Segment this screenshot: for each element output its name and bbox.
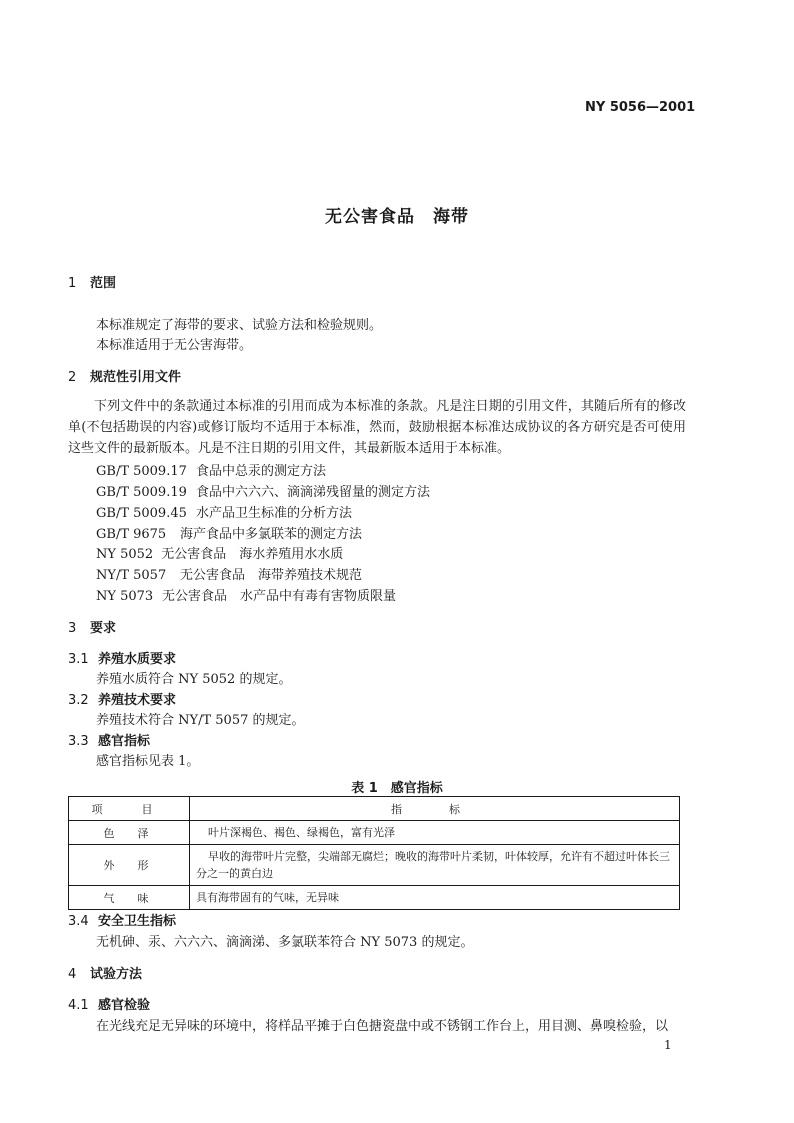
table-caption: 表 1 感官指标 (351, 781, 443, 796)
subsection-title: 养殖技术要求 (98, 693, 177, 708)
section-title: 要求 (90, 621, 117, 636)
page-number: 1 (664, 1038, 672, 1052)
section-number: 2 (68, 370, 77, 385)
table-cell-item: 外 形 (69, 845, 190, 886)
reference-code: GB/T 9675 (96, 527, 167, 542)
section-1-paragraph-1: 本标准规定了海带的要求、试验方法和检验规则。 (96, 318, 383, 333)
reference-item (96, 543, 343, 562)
reference-item (96, 523, 362, 542)
section-number: 3 (68, 621, 77, 636)
table-cell-indicator: 早收的海带叶片完整，尖端部无腐烂；晚收的海带叶片柔韧，叶体较厚，允许有不超过叶体长三分之一的黄白边 (190, 845, 680, 886)
subsection-number: 4.1 (68, 998, 89, 1013)
reference-title: 海产食品中多氯联苯的测定方法 (180, 527, 363, 542)
subsection-4-1-text: 在光线充足无异味的环境中，将样品平摊于白色搪瓷盘中或不锈钢工作台上，用目测、鼻嗅检验，以 (96, 1019, 669, 1034)
section-1-paragraph-2: 本标准适用于无公害海带。 (96, 338, 253, 353)
subsection-title: 养殖水质要求 (98, 652, 177, 667)
reference-item (96, 585, 396, 604)
section-1-heading (68, 272, 116, 291)
reference-code: GB/T 5009.17 (96, 464, 187, 479)
section-title: 试验方法 (90, 967, 143, 982)
table-header-indicator: 指 标 (190, 797, 680, 821)
table-row (69, 845, 680, 886)
subsection-3-2-heading (68, 689, 176, 708)
section-title: 规范性引用文件 (90, 370, 182, 385)
subsection-number: 3.2 (68, 693, 89, 708)
subsection-title: 安全卫生指标 (98, 914, 177, 929)
standard-code: NY 5056—2001 (585, 100, 696, 115)
subsection-3-2-text: 养殖技术符合 NY/T 5057 的规定。 (96, 713, 305, 728)
section-title: 范围 (90, 276, 117, 291)
section-number: 4 (68, 967, 77, 982)
reference-title: 食品中总汞的测定方法 (196, 464, 327, 479)
reference-title: 无公害食品 水产品中有毒有害物质限量 (162, 589, 397, 604)
table-cell-indicator: 叶片深褐色、褐色、绿褐色，富有光泽 (190, 821, 680, 845)
reference-code: NY 5073 (96, 589, 154, 604)
table-row (69, 886, 680, 910)
reference-item (96, 481, 430, 500)
document-title: 无公害食品 海带 (325, 207, 469, 227)
subsection-3-4-heading (68, 910, 176, 929)
subsection-title: 感官检验 (98, 998, 151, 1013)
table-cell-indicator: 具有海带固有的气味，无异味 (190, 886, 680, 910)
subsection-3-3-text: 感官指标见表 1。 (96, 754, 200, 769)
reference-title: 食品中六六六、滴滴涕残留量的测定方法 (196, 485, 431, 500)
subsection-title: 感官指标 (98, 734, 151, 749)
reference-item (96, 460, 326, 479)
section-number: 1 (68, 276, 77, 291)
table-cell-item: 色 泽 (69, 821, 190, 845)
section-4-heading (68, 963, 142, 982)
section-3-heading (68, 617, 116, 636)
reference-item (96, 502, 352, 521)
subsection-3-4-text: 无机砷、汞、六六六、滴滴涕、多氯联苯符合 NY 5073 的规定。 (96, 935, 474, 950)
reference-item (96, 564, 362, 583)
section-2-paragraph: 下列文件中的条款通过本标准的引用而成为本标准的条款。凡是注日期的引用文件，其随后所有的修改单(不包括勘误的内容)或修订版均不适用于本标准，然而，鼓励根据本标准达成协议的各方研究是否可使用这些文件的最新版本。凡是不注日期的引用文件，其最新版本适用于本标准。 (68, 399, 686, 456)
table-header-row (69, 797, 680, 821)
table-row (69, 821, 680, 845)
subsection-number: 3.4 (68, 914, 89, 929)
reference-title: 水产品卫生标准的分析方法 (196, 506, 353, 521)
reference-title: 无公害食品 海水养殖用水水质 (161, 547, 344, 562)
subsection-number: 3.1 (68, 652, 89, 667)
subsection-number: 3.3 (68, 734, 89, 749)
subsection-3-1-heading (68, 648, 176, 667)
subsection-4-1-heading (68, 994, 150, 1013)
subsection-3-1-text: 养殖水质符合 NY 5052 的规定。 (96, 672, 292, 687)
reference-code: NY/T 5057 (96, 568, 167, 583)
section-2-heading (68, 366, 181, 385)
reference-code: NY 5052 (96, 547, 154, 562)
table-header-item: 项 目 (69, 797, 190, 821)
reference-title: 无公害食品 海带养殖技术规范 (180, 568, 363, 583)
sensory-table (68, 796, 680, 910)
reference-code: GB/T 5009.19 (96, 485, 187, 500)
reference-code: GB/T 5009.45 (96, 506, 187, 521)
subsection-3-3-heading (68, 730, 150, 749)
table-cell-item: 气 味 (69, 886, 190, 910)
